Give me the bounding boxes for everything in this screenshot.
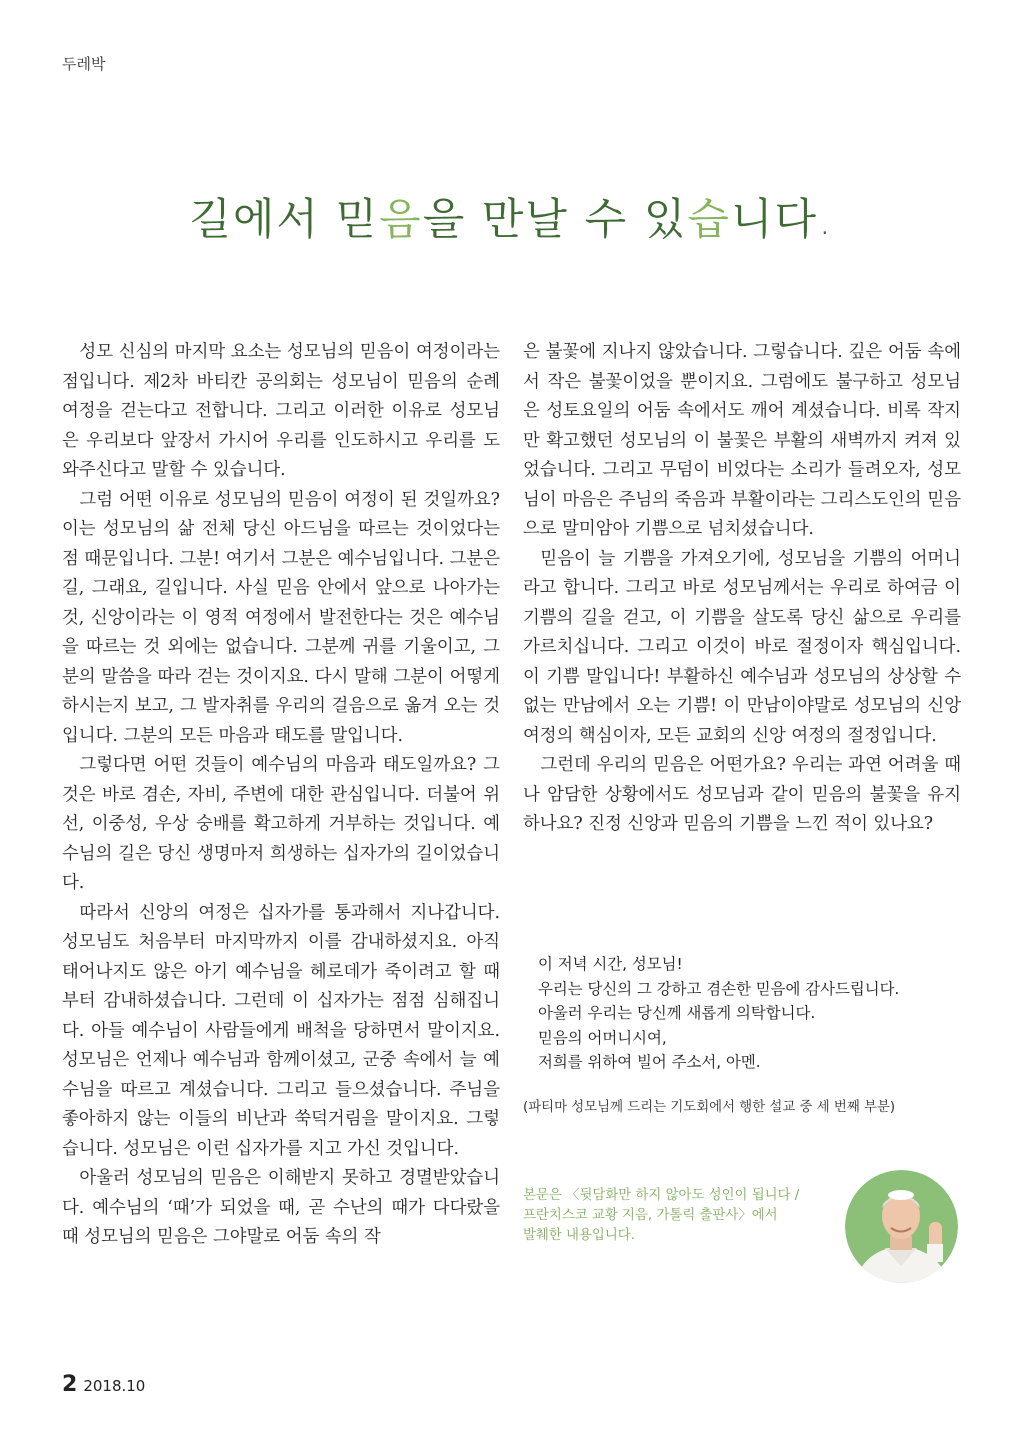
title-part: 길에서 믿 xyxy=(189,195,380,245)
body-paragraph: 믿음이 늘 기쁨을 가져오기에, 성모님을 기쁨의 어머니라고 합니다. 그리고 바로 성모님께서는 우리로 하여금 이 기쁨의 길을 걷고, 이 기쁨을 살도록 당신 삶으로 우리를 가르치십니다. 그리고 이것이 바로 절정이자 핵심입니다. 이 기쁨 말입니다! 부활하신 예수님과 성모님의 상상할 수 없는 만남에서 오는 기쁨! 이 만남이야말로 성모님의 신앙 여정의 핵심이자, 모든 교회의 신앙 여정의 절정입니다. xyxy=(523,548,961,746)
body-column-left xyxy=(62,338,500,1253)
source-credit xyxy=(523,1186,843,1246)
credit-line: 발췌한 내용입니다. xyxy=(523,1228,635,1243)
prayer-line: 아울러 우리는 당신께 새롭게 의탁합니다. xyxy=(538,1004,816,1022)
body-paragraph: 그런데 우리의 믿음은 어떤가요? 우리는 과연 어려울 때나 암담한 상황에서도 성모님과 같이 믿음의 불꽃을 유지하나요? 진정 신앙과 믿음의 기쁨을 느낀 적이 있나요? xyxy=(523,755,961,834)
section-label: 두레박 xyxy=(62,55,106,73)
prayer-line: 우리는 당신의 그 강하고 겸손한 믿음에 감사드립니다. xyxy=(538,979,900,998)
body-paragraph: 따라서 신앙의 여정은 십자가를 통과해서 지나갑니다. 성모님도 처음부터 마지막까지 이를 감내하셨지요. 아직 태어나지도 않은 아기 예수님을 헤로데가 죽이려고 할 때부터 감내하셨습니다. 그런데 이 십자가는 점점 심해집니다. 아들 예수님이 사람들에게 배척을 당하면서 말이지요. 성모님은 언제나 예수님과 함께이셨고, 군중 속에서 늘 예수님을 따르고 계셨습니다. 그리고 들으셨습니다. 주님을 좋아하지 않는 이들의 비난과 쑥덕거림을 말이지요. 그렇습니다. 성모님은 이런 십자가를 지고 가신 것입니다. xyxy=(62,902,500,1159)
page-number: 2 xyxy=(62,1372,78,1397)
page-footer xyxy=(62,1372,145,1397)
credit-line: 프란치스코 교황 지음, 가톨릭 출판사〉에서 xyxy=(523,1208,778,1223)
prayer-source: (파티마 성모님께 드리는 기도회에서 행한 설교 중 세 번째 부분) xyxy=(523,1100,896,1115)
prayer-line: 저희를 위하여 빌어 주소서, 아멘. xyxy=(538,1053,761,1071)
body-paragraph: 은 불꽃에 지나지 않았습니다. 그렇습니다. 깊은 어둠 속에서 작은 불꽃이었을 뿐이지요. 그럼에도 불구하고 성모님은 성토요일의 어둠 속에서도 깨어 계셨습니다. 비록 작지만 확고했던 성모님의 이 불꽃은 부활의 새벽까지 켜져 있었습니다. 그리고 무덤이 비었다는 소리가 들려오자, 성모님이 마음은 주님의 죽음과 부활이라는 그리스도인의 믿음으로 말미암아 기쁨으로 넘치셨습니다. xyxy=(523,342,961,539)
article-title xyxy=(0,186,1023,247)
body-paragraph: 그럼 어떤 이유로 성모님의 믿음이 여정이 된 것일까요? 이는 성모님의 삶 전체 당신 아드님을 따르는 것이었다는 점 때문입니다. 그분! 여기서 그분은 예수님입니다. 그분은 길, 그래요, 길입니다. 사실 믿음 안에서 앞으로 나아가는 것, 신앙이라는 이 영적 여정에서 발전한다는 것은 예수님을 따르는 것 외에는 없습니다. 그분께 귀를 기울이고, 그분의 말씀을 따라 걷는 것이지요. 다시 말해 그분이 어떻게 하시는지 보고, 그 발자취를 우리의 걸음으로 옮겨 오는 것입니다. 그분의 모든 마음과 태도를 말입니다. xyxy=(62,489,500,746)
prayer-line: 믿음의 어머니시여, xyxy=(538,1028,667,1047)
prayer-block xyxy=(538,952,968,1075)
portrait-illustration xyxy=(845,1170,958,1283)
prayer-line: 이 저녁 시간, 성모님! xyxy=(538,955,683,973)
credit-line: 본문은 〈뒷담화만 하지 않아도 성인이 됩니다 / xyxy=(523,1188,800,1203)
title-part: 을 만날 수 있 xyxy=(422,195,688,245)
body-column-right xyxy=(523,338,961,840)
body-paragraph: 그렇다면 어떤 것들이 예수님의 마음과 태도일까요? 그것은 바로 겸손, 자비, 주변에 대한 관심입니다. 더불어 위선, 이중성, 우상 숭배를 확고하게 거부하는 것입니다. 예수님의 길은 당신 생명마저 희생하는 십자가의 길이었습니다. xyxy=(62,755,500,893)
title-accent: 음 xyxy=(379,195,423,245)
body-paragraph: 아울러 성모님의 믿음은 이해받지 못하고 경멸받았습니다. 예수님의 ‘때’가 되었을 때, 곧 수난의 때가 다다랐을 때 성모님의 믿음은 그야말로 어둠 속의 작 xyxy=(62,1168,500,1247)
title-accent: 습 xyxy=(687,195,731,245)
title-part: 니다. xyxy=(730,195,834,245)
pope-portrait xyxy=(845,1170,958,1283)
issue-date: 2018.10 xyxy=(83,1377,146,1395)
body-paragraph: 성모 신심의 마지막 요소는 성모님의 믿음이 여정이라는 점입니다. 제2차 바티칸 공의회는 성모님이 믿음의 순례 여정을 걷는다고 전합니다. 그리고 이러한 이유로 성모님은 우리보다 앞장서 가시어 우리를 인도하시고 우리를 도와주신다고 말할 수 있습니다. xyxy=(62,342,500,480)
